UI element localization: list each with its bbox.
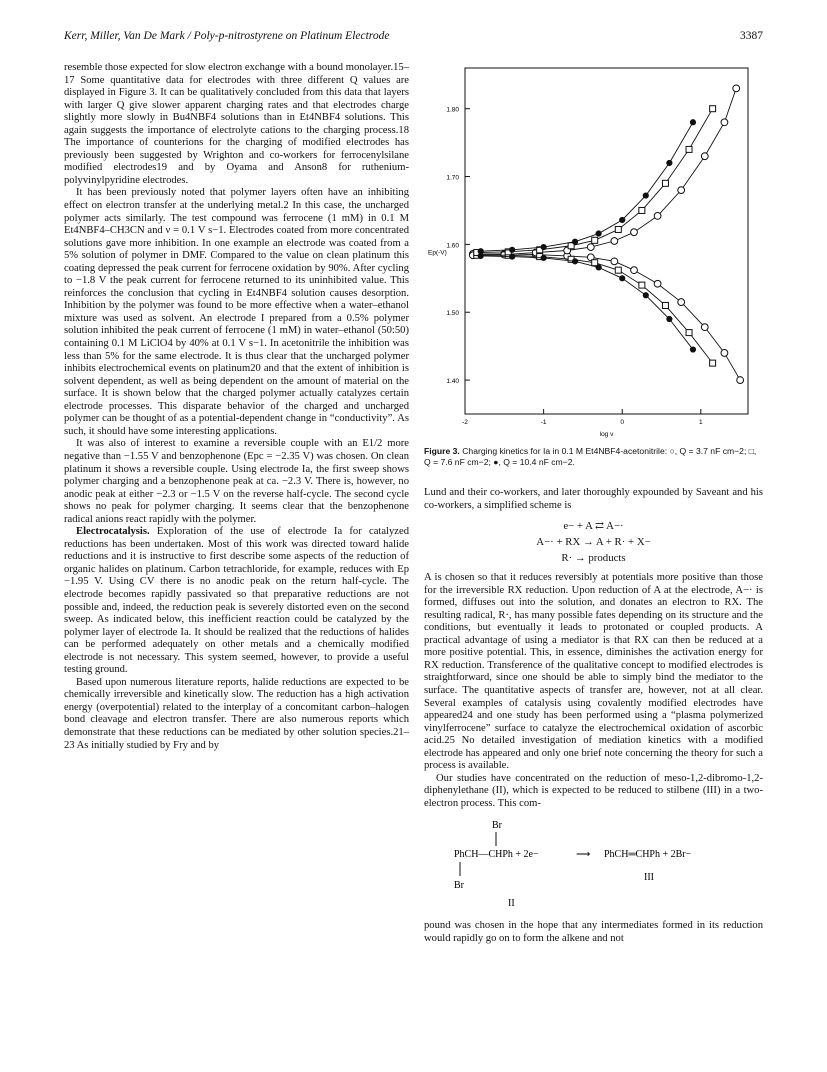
data-point-circle-open xyxy=(611,258,618,265)
data-point-circle-filled xyxy=(690,120,695,125)
data-point-circle-filled xyxy=(572,259,577,264)
right-column xyxy=(424,487,763,946)
left-column xyxy=(64,62,409,752)
reaction-scheme xyxy=(424,518,763,566)
figure-3 xyxy=(424,62,763,447)
data-point-square-open xyxy=(615,267,621,273)
data-point-square-open xyxy=(662,180,668,186)
caption-label: Figure 3. xyxy=(424,446,460,456)
scheme-line: e− + A ⇄ A−· xyxy=(563,520,624,533)
scheme-line: R· → products xyxy=(561,552,626,565)
x-tick-label: 0 xyxy=(620,419,625,426)
reaction-equation xyxy=(424,814,763,914)
scheme-line: A−· + RX → A + R· + X− xyxy=(536,536,651,549)
data-point-circle-filled xyxy=(596,265,601,270)
reactant-label: II xyxy=(508,898,515,910)
paragraph: Lund and their co-workers, and later thoroughly expounded by Saveant and his co-workers, a simplified scheme is xyxy=(424,487,763,511)
y-tick-label: 1.60 xyxy=(446,242,459,250)
y-tick-label: 1.80 xyxy=(446,106,459,114)
data-point-circle-open xyxy=(678,299,685,306)
data-point-circle-open xyxy=(631,229,638,236)
caption-text: Charging kinetics for Ia in 0.1 M Et4NBF4-acetonitrile: ○, Q = 3.7 nF cm−2; □, Q = 7.6 nF cm−2; ●, Q = 10.4 nF cm−2. xyxy=(424,446,757,467)
data-point-circle-open xyxy=(631,267,638,274)
page-number: 3387 xyxy=(740,30,763,42)
paragraph-text: Exploration of the use of electrode Ia for catalyzed reductions has been undertaken. Most of this work was directed toward halide reductions and it is instructive to first describe some aspects of the reduction of organic halides on platinum. Carbon tetrachloride, for example, reduces with Ep −1.95 V. Using CV there is no anodic peak on the return half-cycle. The electrode becomes rapidly passivated so that preparative reductions are not possible and, indeed, the reduction peak is severely distorted even on the second sweep. As indicated below, this inefficient reaction could be catalyzed by the polymer layer of electrode Ia. It should be realized that the reductions of halides can be performed adequately on other metals and a chemically modified electrode is not necessary. This system seemed, however, to provide a useful testing ground. xyxy=(64,526,409,676)
data-point-circle-open xyxy=(654,212,661,219)
reaction-drawing xyxy=(424,814,763,910)
bromine-top: Br xyxy=(492,820,502,832)
data-point-square-open xyxy=(710,360,716,366)
section-runin-heading: Electrocatalysis. xyxy=(76,526,150,538)
cathodic-curve xyxy=(473,254,740,380)
running-header xyxy=(64,30,763,46)
data-point-circle-open xyxy=(678,187,685,194)
data-point-square-open xyxy=(662,302,668,308)
data-point-circle-open xyxy=(721,350,728,357)
data-point-circle-filled xyxy=(596,231,601,236)
reactant-formula: PhCH—CHPh + 2e− xyxy=(454,849,539,861)
data-point-circle-filled xyxy=(510,254,515,259)
data-point-circle-open xyxy=(611,238,618,245)
plot-frame xyxy=(465,68,748,414)
data-point-circle-filled xyxy=(510,247,515,252)
data-point-circle-filled xyxy=(572,239,577,244)
anodic-curve xyxy=(481,122,693,251)
y-tick-label: 1.70 xyxy=(446,174,459,182)
product-formula: PhCH═CHPh + 2Br− xyxy=(604,849,692,861)
data-point-square-open xyxy=(686,330,692,336)
data-point-circle-filled xyxy=(541,245,546,250)
paragraph: A is chosen so that it reduces reversibly at potentials more positive than those for the irreversible RX reduction. Upon reduction of A at the electrode, A−· is formed, diffuses out into the solution, and donates an electron to RX. The resulting radical, R·, has many possible fates depending on its structure and the conditions, but eventually it leads to protonated or coupled products. A practical advantage of using a mediator is that RX can then be reduced at a more positive potential. This, in essence, diminishes the activation energy for RX reduction. Transference of the qualitative concept to modified electrodes is straightforward, since one should be able to simply bind the mediator to the surface. The quantitative aspects of transfer are, however, not at all clear. Several examples of catalysis using covalently modified electrodes have appeared24 and one study has been performed using a “plasma polymerized vinylferrocene” surface to catalyze the electrochemical oxidation of ascorbic acid.25 No detailed investigation of mediation kinetics with a modified electrode has appeared and only one brief note concerning the theory for such a process is available. xyxy=(424,572,763,772)
paragraph: It has been previously noted that polymer layers often have an inhibiting effect on electron transfer at the underlying metal.2 In this case, the uncharged polymer acts similarly. The test compound was ferrocene (1 mM) in 0.1 M Et4NBF4–CH3CN and ν = 0.1 V s−1. Electrodes coated from more concentrated solutions gave more inhibition. In one example an electrode was coated from a 5% solution of polymer in DMF. Compared to the value on clean platinum this coating depressed the peak current for ferrocene oxidation by 90%. After cycling to −1.8 V the peak current for ferrocene returned to its uninhibited value. This reinforces the conclusion that cycling in Et4NBF4 solution causes desorption. Inhibition by the polymer was found to be more effective when a water–ethanol mixture was used as solvent. An electrode I prepared from a 0.5% polymer solution inhibited the peak current of ferrocene (1 mM) in water–ethanol (50:50) containing 0.1 M LiClO4 by 40% at 0.1 V s−1. In acetonitrile the inhibition was less than 5% for the same electrode. It is thus clear that the uncharged polymer inhibits electrochemical events on platinum20 and that the extent of inhibition is solvent dependent, as well as being dependent on the amount of material on the surface. It is shown below that the charged polymer actually catalyzes certain electrode processes. This disparate behavior of the charged and uncharged polymer can be thought of as a potential-dependent change in “conductivity”. As such, it should have some interesting applications. xyxy=(64,187,409,437)
data-point-square-open xyxy=(592,237,598,243)
cathodic-curve xyxy=(477,255,713,363)
data-point-circle-open xyxy=(737,377,744,384)
paragraph: pound was chosen in the hope that any intermediates formed in its reduction would rapidly go on to form the alkene and not xyxy=(424,920,763,945)
reaction-arrow: ⟶ xyxy=(576,849,591,861)
data-point-circle-open xyxy=(587,244,594,251)
anodic-curve xyxy=(477,109,713,253)
data-point-circle-filled xyxy=(667,316,672,321)
data-point-square-open xyxy=(639,207,645,213)
data-point-square-open xyxy=(592,260,598,266)
paragraph: Our studies have concentrated on the reduction of meso-1,2-dibromo-1,2-diphenylethane (II), which is expected to be reduced to stilbene (III) in a two-electron process. This com- xyxy=(424,772,763,809)
data-point-circle-filled xyxy=(620,217,625,222)
data-point-square-open xyxy=(639,282,645,288)
data-point-square-open xyxy=(710,106,716,112)
data-point-circle-filled xyxy=(667,160,672,165)
data-point-circle-filled xyxy=(620,276,625,281)
data-point-circle-filled xyxy=(478,249,483,254)
running-title: Kerr, Miller, Van De Mark / Poly-p-nitrostyrene on Platinum Electrode xyxy=(64,30,390,42)
data-point-circle-filled xyxy=(690,347,695,352)
y-tick-label: 1.50 xyxy=(446,310,459,318)
product-label: III xyxy=(644,872,654,884)
y-axis-label: Ep(-V) xyxy=(428,249,447,257)
paragraph xyxy=(64,526,409,677)
bromine-bottom: Br xyxy=(454,880,464,892)
x-tick-label: -2 xyxy=(462,419,468,426)
y-tick-label: 1.40 xyxy=(446,378,459,386)
data-point-circle-open xyxy=(654,280,661,287)
data-point-square-open xyxy=(615,226,621,232)
data-point-circle-filled xyxy=(643,193,648,198)
data-point-circle-open xyxy=(721,119,728,126)
paragraph: It was also of interest to examine a reversible couple with an E1/2 more negative than −1.55 V and benzophenone (Epc = −2.35 V) was chosen. On clean platinum it shows a reversible couple. Using electrode Ia, the first sweep shows polymer charging and a benzophenone peak at ca. −2.3 V. There is, however, no anodic peak at either −2.3 or −1.5 V on the reverse half-cycle. The second cycle shows no peak for polymer charging. It seems clear that the benzophenone radical anions react rapidly with the polymer. xyxy=(64,438,409,525)
figure-caption xyxy=(424,446,763,467)
paragraph: resemble those expected for slow electron exchange with a bound monolayer.15–17 Some quantitative data for electrodes with three different Q values are displayed in Figure 3. It can be qualitatively concluded from this data that layers with larger Q give slower apparent charging rates and that electrodes charge slightly more slowly in Bu4NBF4 solutions than in Et4NBF4 solutions. This again suggests the importance of electrolyte cations to the charging process.18 The importance of counterions for the charging of modified electrodes has previously been suggested by Wrighton and co-workers for ferrocenylsilane modified electrodes19 and by Oyama and Anson8 for ruthenium-polyvinylpyridine electrodes. xyxy=(64,62,409,186)
x-tick-label: 1 xyxy=(699,419,703,426)
x-tick-label: -1 xyxy=(540,419,547,426)
data-point-circle-open xyxy=(701,153,708,160)
data-point-circle-filled xyxy=(643,293,648,298)
data-point-circle-filled xyxy=(541,255,546,260)
data-point-circle-open xyxy=(733,85,740,92)
cathodic-curve xyxy=(481,256,693,350)
data-point-square-open xyxy=(686,146,692,152)
charging-kinetics-chart xyxy=(424,62,763,442)
data-point-circle-open xyxy=(701,324,708,331)
paragraph: Based upon numerous literature reports, halide reductions are expected to be chemically irreversible and kinetically slow. The reduction has a high activation energy (overpotential) related to the interplay of a concomitant carbon–halogen bond cleavage and electron transfer. There are also numerous reports which demonstrate that these reductions can be mediated by other solution species.21–23 As initially studied by Fry and by xyxy=(64,676,409,751)
x-axis-label: log ν xyxy=(599,431,614,438)
